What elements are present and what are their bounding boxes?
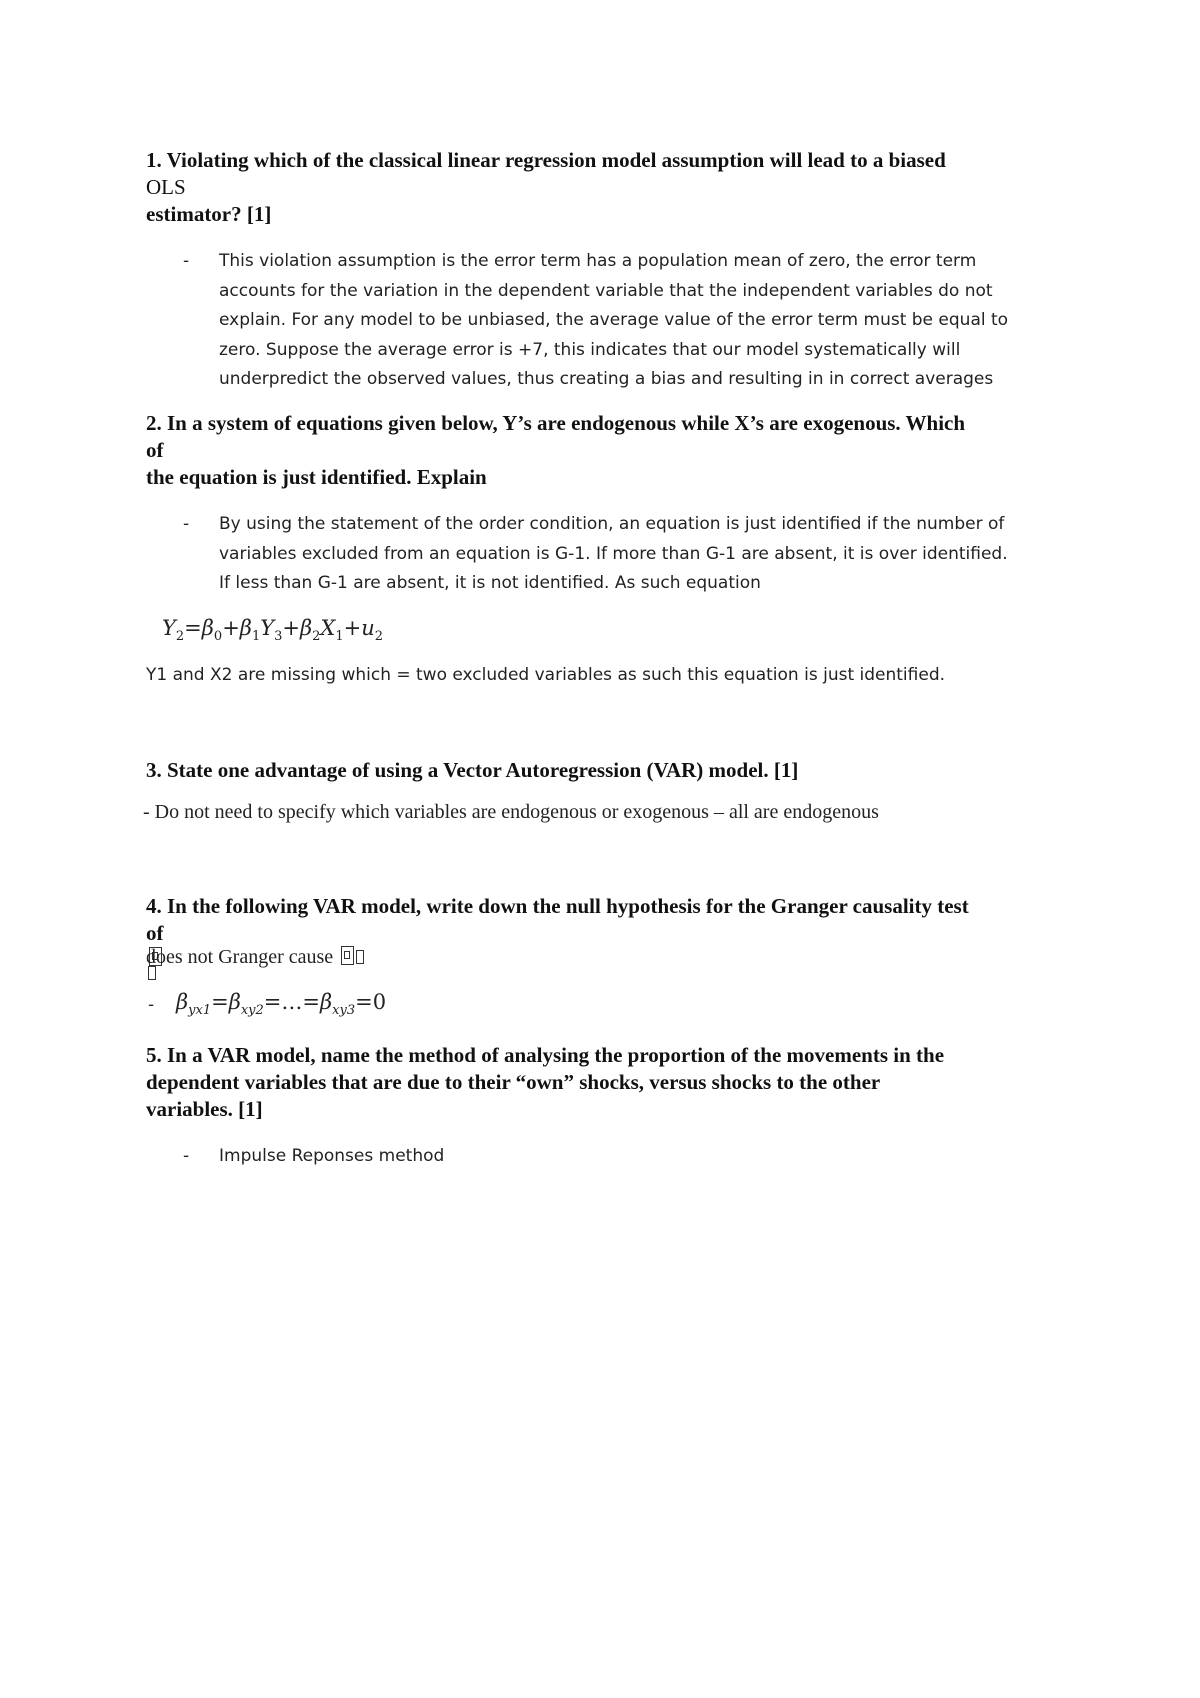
question-1-title bbox=[146, 147, 1086, 228]
answer-line: variables excluded from an equation is G-1. If more than G-1 are absent, it is over identified. bbox=[219, 543, 1008, 564]
answer-bullet: - bbox=[148, 995, 155, 1015]
question-1-title-line: OLS bbox=[146, 175, 186, 199]
structural-equation: $Y_2=\beta_0+\beta_1Y_3+\beta_2X_1+u_2$ bbox=[162, 616, 384, 645]
question-5-title-line: 5. In a VAR model, name the method of analysing the proportion of the movements in the bbox=[146, 1043, 945, 1067]
question-2-conclusion: Y1 and X2 are missing which = two excluded variables as such this equation is just identified. bbox=[146, 665, 946, 685]
question-2-title bbox=[146, 410, 1086, 491]
question-1-title-line: estimator? [1] bbox=[146, 202, 272, 226]
answer-line: explain. For any model to be unbiased, the average value of the error term must be equal to bbox=[219, 310, 1009, 330]
answer-bullet: - bbox=[183, 514, 190, 534]
question-3-answer: - Do not need to specify which variables are endogenous or exogenous – all are endogenous bbox=[143, 801, 879, 823]
answer-line: This violation assumption is the error term has a population mean of zero, the error term bbox=[219, 251, 977, 271]
question-5-title-line: dependent variables that are due to their “own” shocks, versus shocks to the other bbox=[146, 1070, 881, 1094]
question-2-title-line: 2. In a system of equations given below, Y’s are endogenous while X’s are exogenous. Which bbox=[146, 411, 966, 435]
question-1-answer-text bbox=[219, 247, 1079, 395]
answer-bullet: - bbox=[183, 1146, 190, 1166]
question-2-title-line: of bbox=[146, 438, 164, 462]
question-3-title: 3. State one advantage of using a Vector Autoregression (VAR) model. [1] bbox=[146, 758, 799, 782]
answer-line: accounts for the variation in the dependent variable that the independent variables do not bbox=[219, 280, 993, 301]
question-4-subtitle: does not Granger cause bbox=[146, 946, 364, 969]
question-5-answer-text bbox=[219, 1142, 1079, 1172]
answer-line: By using the statement of the order condition, an equation is just identified if the number of bbox=[219, 514, 1005, 534]
question-4-title-line: 4. In the following VAR model, write down the null hypothesis for the Granger causality test bbox=[146, 894, 969, 918]
question-2-answer-text bbox=[219, 510, 1079, 599]
answer-line: Impulse Reponses method bbox=[219, 1146, 445, 1166]
null-hypothesis-equation: $\beta_{yx1}=\beta_{xy2}=\dots=\beta_{xy3}=0$ bbox=[176, 990, 387, 1019]
question-4-title-line: of bbox=[146, 920, 1086, 980]
question-2-title-line: the equation is just identified. Explain bbox=[146, 465, 487, 489]
question-5-title-line: variables. [1] bbox=[146, 1097, 263, 1121]
answer-line: zero. Suppose the average error is +7, this indicates that our model systematically will bbox=[219, 339, 961, 360]
answer-bullet: - bbox=[183, 251, 190, 271]
missing-symbol-icon bbox=[356, 950, 364, 964]
missing-symbol-icon bbox=[341, 946, 354, 965]
question-5-title bbox=[146, 1042, 1086, 1123]
answer-line: underpredict the observed values, thus creating a bias and resulting in in correct averages bbox=[219, 369, 994, 389]
question-1-title-line: 1. Violating which of the classical linear regression model assumption will lead to a biased bbox=[146, 148, 946, 172]
answer-line: If less than G-1 are absent, it is not identified. As such equation bbox=[219, 573, 761, 593]
